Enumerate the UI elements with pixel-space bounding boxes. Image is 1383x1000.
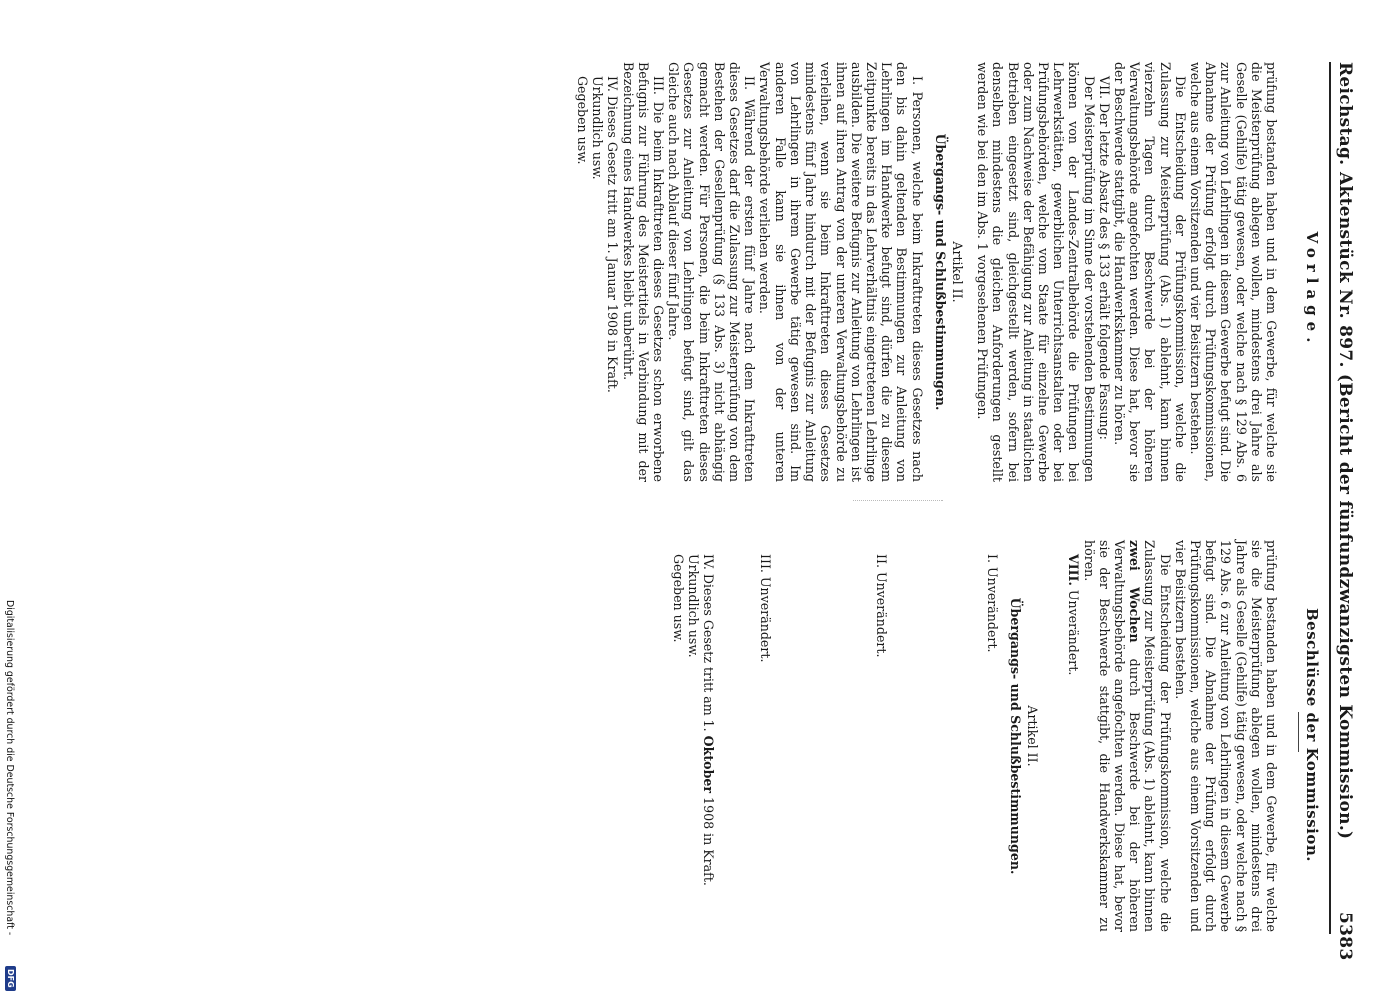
header-center: Aktenstück Nr. 897. (Bericht der fünfundzwanzigsten Kommission.) bbox=[1335, 172, 1355, 840]
left-closing-2: Gegeben usw. bbox=[575, 76, 591, 165]
right-column bbox=[671, 540, 1279, 932]
left-column bbox=[575, 62, 1279, 482]
right-para-decision-b: durch Beschwerde bei der höheren Verwaltungsbehörde angefochten werden. Diese hat, bevor sie der Beschwerde stattgibt, die Handwerkskammer zu hören. bbox=[1081, 540, 1143, 932]
right-para-viii-num: VIII. bbox=[1066, 554, 1082, 586]
header-left: Reichstag. bbox=[1335, 62, 1355, 166]
right-para-decision bbox=[1081, 540, 1172, 932]
left-para-II: II. Während der ersten fünf Jahre nach dem Inkrafttreten dieses Gesetzes darf die Zulassung zur Meisterprüfung von dem Bestehen der Gesellenprüfung (§ 133 Abs. 3) nicht abhängig gemacht werden. Für Personen, die beim Inkrafttreten dieses Gesetzes zur Anleitung von Lehrlingen befugt sind, gilt das Gleiche auch nach Ablauf dieser fünf Jahre. bbox=[666, 62, 758, 482]
left-para-IV: IV. Dieses Gesetz tritt am 1. Januar 1908 in Kraft. bbox=[605, 76, 621, 393]
right-title-rule bbox=[1298, 712, 1299, 752]
dfg-logo: DFG bbox=[5, 966, 16, 991]
left-column-title: Vorlage. bbox=[1303, 231, 1321, 349]
left-para-III: III. Die beim Inkrafttreten dieses Gesetzes schon erworbene Befugnis zur Führung des Meistertitels in Verbindung mit der Bezeichnung eines Handwerkes bleibt unberührt. bbox=[620, 62, 667, 482]
left-para-vii: VII. Der letzte Absatz des § 133 erhält folgende Fassung: bbox=[1096, 76, 1112, 440]
right-para-IV-b: 1908 in Kraft. bbox=[701, 793, 717, 886]
right-para-III: III. Unverändert. bbox=[758, 554, 774, 663]
left-article-heading: Artikel II. bbox=[949, 241, 965, 303]
right-para-decision-a: Die Entscheidung der Prüfungskommission, welche die Zulassung zur Meisterprüfung (Abs. 1) ablehnt, kann binnen bbox=[1142, 540, 1173, 932]
right-para-intro: prüfung bestanden haben und in dem Gewerbe, für welche sie die Meisterprüfung ablegen wollen, mindestens drei Jahre als Geselle (Gehilfe) tätig gewesen, oder welche nach § 129 Abs. 6 zur Anleitung von Lehrlingen in diesem Gewerbe befugt sind. Die Abnahme der Prüfung erfolgt durch Prüfungskommissionen, welche aus einem Vorsitzenden und vier Beisitzern bestehen. bbox=[1172, 540, 1279, 932]
right-para-decision-emph: zwei Wochen bbox=[1127, 540, 1143, 643]
right-para-IV-a: IV. Dieses Gesetz tritt am 1. bbox=[701, 554, 717, 736]
header-rule bbox=[1329, 62, 1331, 934]
right-para-viii-text: Unverändert. bbox=[1066, 585, 1082, 676]
left-para-vii-text: Der Meisterprüfung im Sinne der vorstehenden Bestimmungen können von der Landes-Zentralbehörde die Prüfungen bei Lehrwerkstätten, gewerblichen Unterrichtsanstalten oder bei Prüfungsbehörden, welche vom Staate für einzelne Gewerbe oder zum Nachweise der Befähigung zur Anleitung in staatlichen Betrieben eingesetzt sind, gleichgestellt werden, sofern bei denselben mindestens die gleichen Anforderungen gestellt werden wie bei den im Abs. 1 vorgesehenen Prüfungen. bbox=[975, 62, 1097, 482]
left-para-I: I. Personen, welche beim Inkrafttreten dieses Gesetzes nach den bis dahin geltenden Bestimmungen zur Anleitung von Lehrlingen im Handwerke befugt sind, dürfen die zu diesem Zeitpunkte bereits in das Lehrverhältnis eingetretenen Lehrlinge ausbilden. Die weitere Befugnis zur Anleitung von Lehrlingen ist ihnen auf ihren Antrag von der unteren Verwaltungsbehörde zu verleihen, wenn sie beim Inkrafttreten dieses Gesetzes mindestens fünf Jahre hindurch mit der Befugnis zur Anleitung von Lehrlingen in ihrem Gewerbe tätig gewesen sind. Im anderen Falle kann sie ihnen von der unteren Verwaltungsbehörde verliehen werden. bbox=[757, 62, 925, 482]
right-closing-1: Urkundlich usw. bbox=[685, 554, 701, 658]
left-closing-1: Urkundlich usw. bbox=[590, 76, 606, 180]
left-article-subheading: Übergangs- und Schlußbestimmungen. bbox=[932, 133, 948, 411]
right-para-II: II. Unverändert. bbox=[873, 554, 889, 658]
right-article-subheading: Übergangs- und Schlußbestimmungen. bbox=[1007, 597, 1023, 875]
right-closing-2: Gegeben usw. bbox=[670, 554, 686, 643]
right-para-IV bbox=[701, 540, 716, 932]
right-para-I: I. Unverändert. bbox=[984, 554, 1000, 653]
right-para-viii bbox=[1066, 540, 1081, 932]
page-number: 5383 bbox=[1335, 912, 1355, 961]
left-para-decision: Die Entscheidung der Prüfungskommission, welche die Zulassung zur Meisterprüfung (Abs. 1) ablehnt, kann binnen vierzehn Tagen durch Beschwerde bei der höheren Verwaltungsbehörde angefochten werden. Diese hat, bevor sie der Beschwerde stattgibt, die Handwerkskammer zu hören. bbox=[1111, 62, 1188, 482]
right-article-heading: Artikel II. bbox=[1025, 705, 1041, 767]
digitization-credit: Digitalisierung gefördert durch die Deutsche Forschungsgemeinschaft - bbox=[4, 600, 15, 936]
column-separator bbox=[853, 500, 943, 501]
right-column-title: Beschlüsse der Kommission. bbox=[1303, 608, 1321, 862]
left-para-intro: prüfung bestanden haben und in dem Gewerbe, für welche sie die Meisterprüfung ablegen wollen, mindestens drei Jahre als Geselle (Gehilfe) tätig gewesen, oder welche nach § 129 Abs. 6 zur Anleitung von Lehrlingen in diesem Gewerbe befugt sind. Die Abnahme der Prüfung erfolgt durch Prüfungskommissionen, welche aus einem Vorsitzenden und vier Beisitzern bestehen. bbox=[1187, 62, 1279, 482]
right-para-IV-emph: Oktober bbox=[701, 735, 717, 794]
